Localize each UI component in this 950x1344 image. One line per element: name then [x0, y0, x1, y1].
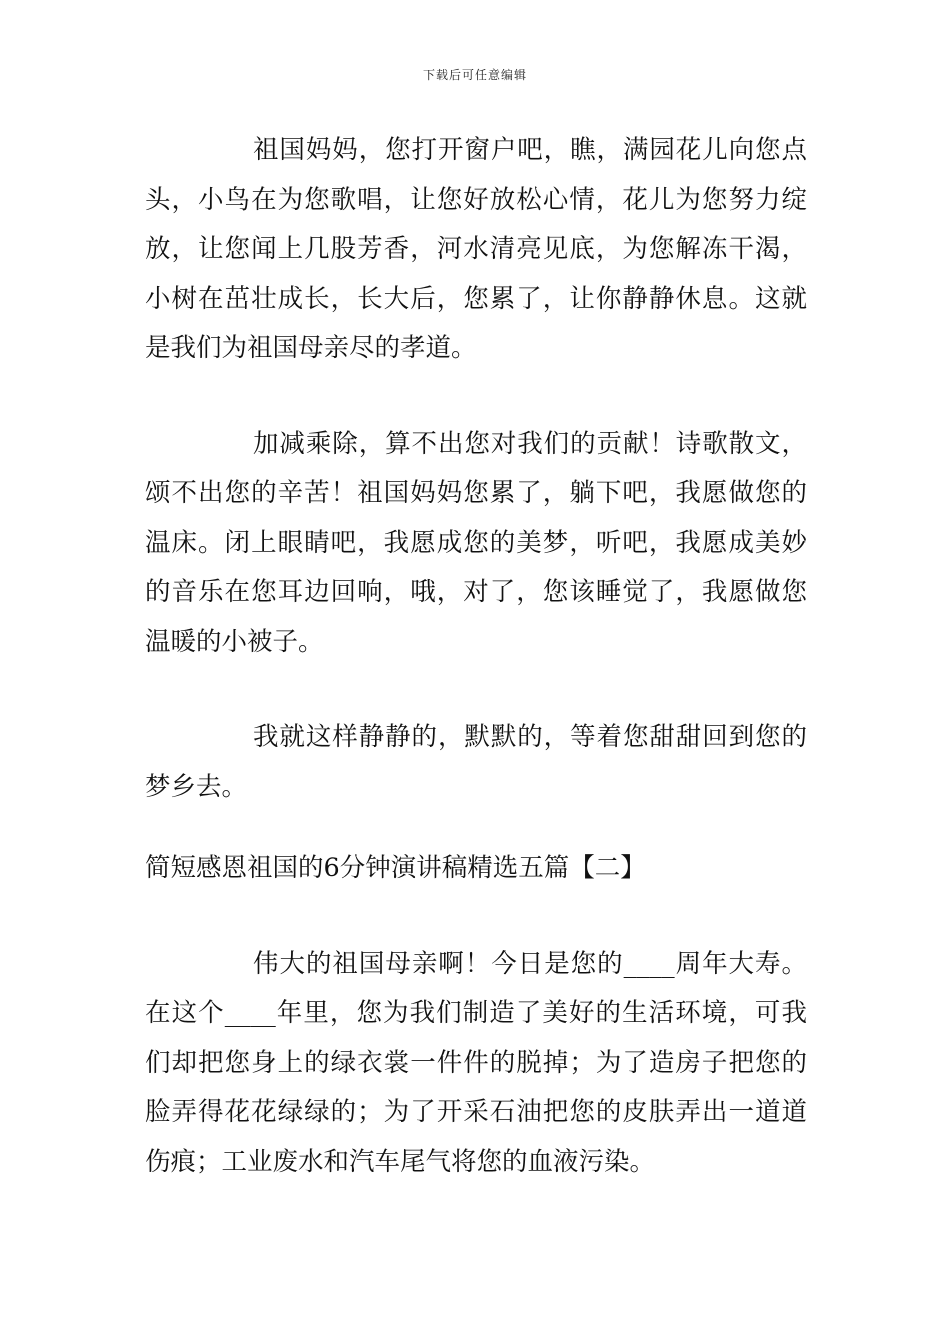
- paragraph-3: 我就这样静静的，默默的，等着您甜甜回到您的梦乡去。: [145, 722, 807, 802]
- paragraph-2: 加减乘除，算不出您对我们的贡献！诗歌散文，颂不出您的辛苦！祖国妈妈您累了，躺下吧，我愿做您的温床。闭上眼睛吧，我愿成您的美梦，听吧，我愿成美妙的音乐在您耳边回响，哦，对了，您该睡觉了，我愿做您温暖的小被子。: [145, 428, 807, 657]
- section-paragraph-1: 伟大的祖国母亲啊！今日是您的____周年大寿。在这个____年里，您为我们制造了美好的生活环境，可我们却把您身上的绿衣裳一件件的脱掉；为了造房子把您的脸弄得花花绿绿的；为了开采石油把您的皮肤弄出一道道伤痕；工业废水和汽车尾气将您的血液污染。: [145, 948, 807, 1177]
- paragraph-spacer: [145, 667, 807, 713]
- paragraph-1: 祖国妈妈，您打开窗户吧，瞧，满园花儿向您点头，小鸟在为您歌唱，让您好放松心情，花儿为您努力绽放，让您闻上几股芳香，河水清亮见底，为您解冻干渴，小树在茁壮成长，长大后，您累了，让你静静休息。这就是我们为祖国母亲尽的孝道。: [145, 135, 807, 363]
- paragraph-spacer: [145, 374, 807, 420]
- paragraph-spacer: [145, 894, 807, 940]
- paragraph-spacer: [145, 812, 807, 844]
- page-header-note: 下载后可任意编辑: [422, 68, 527, 82]
- document-body: [145, 126, 807, 1187]
- section-heading: 简短感恩祖国的6分钟演讲稿精选五篇【二】: [145, 853, 646, 883]
